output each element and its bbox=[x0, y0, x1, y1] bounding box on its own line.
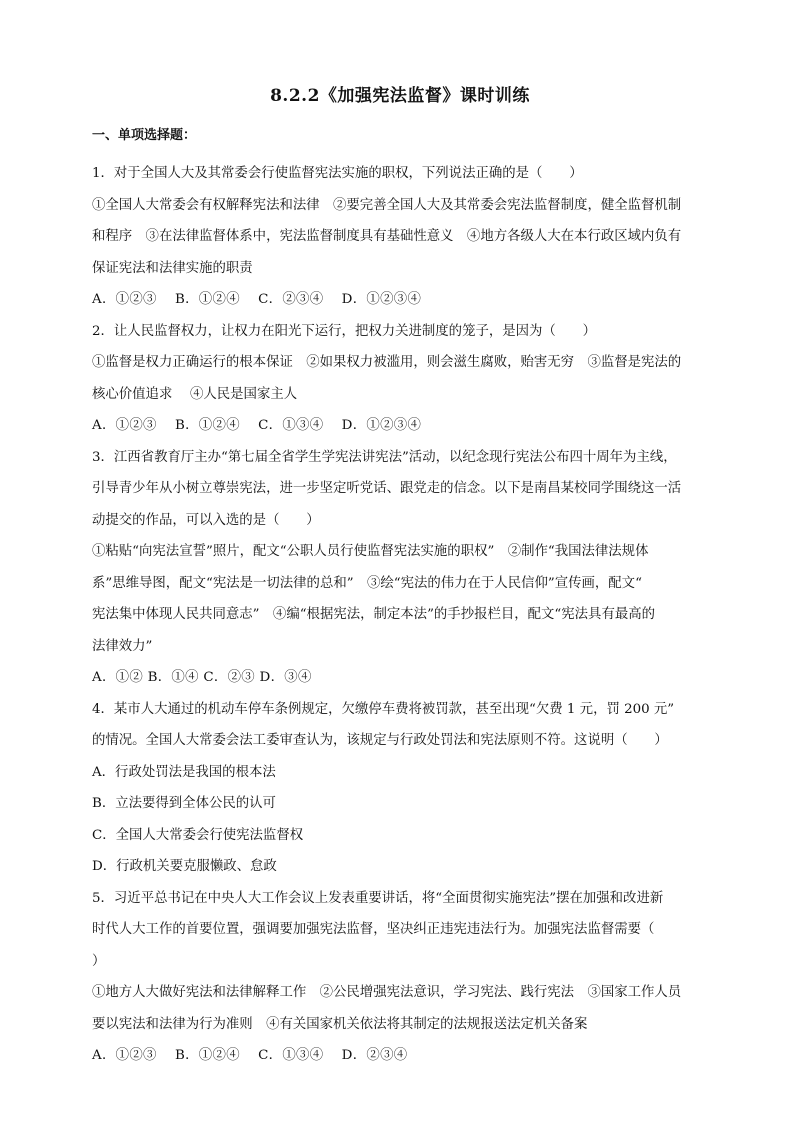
question-line: 引导青少年从小树立尊崇宪法，进一步坚定听党话、跟党走的信念。以下是南昌某校同学围绕这一活 bbox=[92, 481, 682, 496]
question-option-a: A．行政处罚法是我国的根本法 bbox=[92, 764, 276, 780]
question-line: ①地方人大做好宪法和法律解释工作 ②公民增强宪法意识，学习宪法、践行宪法 ③国家工作人员 bbox=[92, 985, 682, 1000]
question-line: 1．对于全国人大及其常委会行使监督宪法实施的职权，下列说法正确的是（ ） bbox=[92, 166, 583, 181]
question-line: ①全国人大常委会有权解释宪法和法律 ②要完善全国人大及其常委会宪法监督制度，健全监督机制 bbox=[92, 197, 682, 213]
question-line: 时代人大工作的首要位置，强调要加强宪法监督，坚决纠正违宪违法行为。加强宪法监督需要（ bbox=[92, 922, 655, 937]
question-5 bbox=[92, 883, 708, 1072]
question-options: A．①② B．①④ C．②③ D．③④ bbox=[92, 670, 312, 685]
question-line: ①监督是权力正确运行的根本保证 ②如果权力被滥用，则会滋生腐败，贻害无穷 ③监督是宪法的 bbox=[92, 355, 682, 370]
question-option-b: B．立法要得到全体公民的认可 bbox=[92, 796, 276, 811]
question-line: 和程序 ③在法律监督体系中，宪法监督制度具有基础性意义 ④地方各级人大在本行政区域内负有 bbox=[92, 229, 682, 244]
question-line: 系”思维导图，配文“宪法是一切法律的总和” ③绘“宪法的伟力在于人民信仰”宣传画，配文“ bbox=[92, 575, 642, 591]
question-4 bbox=[92, 694, 708, 883]
section-heading: 一、单项选择题： bbox=[92, 128, 197, 143]
document-title: 8.2.2《加强宪法监督》课时训练 bbox=[270, 86, 530, 106]
question-line: 保证宪法和法律实施的职责 bbox=[92, 260, 253, 276]
question-3 bbox=[92, 442, 708, 694]
question-line: 核心价值追求 ④人民是国家主人 bbox=[92, 386, 298, 402]
question-line: 要以宪法和法律为行为准则 ④有关国家机关依法将其制定的法规报送法定机关备案 bbox=[92, 1016, 588, 1032]
question-line: 4．某市人大通过的机动车停车条例规定，欠缴停车费将被罚款，甚至出现“欠费 1 元，罚 200 元” bbox=[92, 701, 675, 717]
question-line: 动提交的作品，可以入选的是（ ） bbox=[92, 512, 320, 528]
question-option-d: D．行政机关要克服懒政、怠政 bbox=[92, 859, 277, 874]
question-line: 宪法集中体现人民共同意志” ④编“根据宪法，制定本法”的手抄报栏目，配文“宪法具有最高的 bbox=[92, 607, 656, 622]
question-line: 法律效力” bbox=[92, 638, 153, 654]
question-2 bbox=[92, 316, 708, 442]
question-line: ） bbox=[92, 953, 106, 969]
question-options: A．①②③ B．①②④ C．②③④ D．①②③④ bbox=[92, 292, 422, 307]
question-1 bbox=[92, 158, 708, 316]
question-options: A．①②③ B．①②④ C．①③④ D．②③④ bbox=[92, 1048, 408, 1063]
question-option-c: C．全国人大常委会行使宪法监督权 bbox=[92, 827, 304, 843]
question-options: A．①②③ B．①②④ C．①③④ D．①②③④ bbox=[92, 418, 422, 433]
question-line: 2．让人民监督权力，让权力在阳光下运行，把权力关进制度的笼子，是因为（ ） bbox=[92, 323, 596, 339]
question-line: 5．习近平总书记在中央人大工作会议上发表重要讲话，将“全面贯彻实施宪法”摆在加强和改进新 bbox=[92, 890, 664, 906]
question-line: ①粘贴“向宪法宣誓”照片，配文“公职人员行使监督宪法实施的职权” ②制作“我国法律法规体 bbox=[92, 544, 649, 559]
question-line: 3．江西省教育厅主办“第七届全省学生学宪法讲宪法”活动，以纪念现行宪法公布四十周年为主线， bbox=[92, 449, 677, 465]
question-line: 的情况。全国人大常委会法工委审查认为，该规定与行政处罚法和宪法原则不符。这说明（ ） bbox=[92, 733, 668, 748]
